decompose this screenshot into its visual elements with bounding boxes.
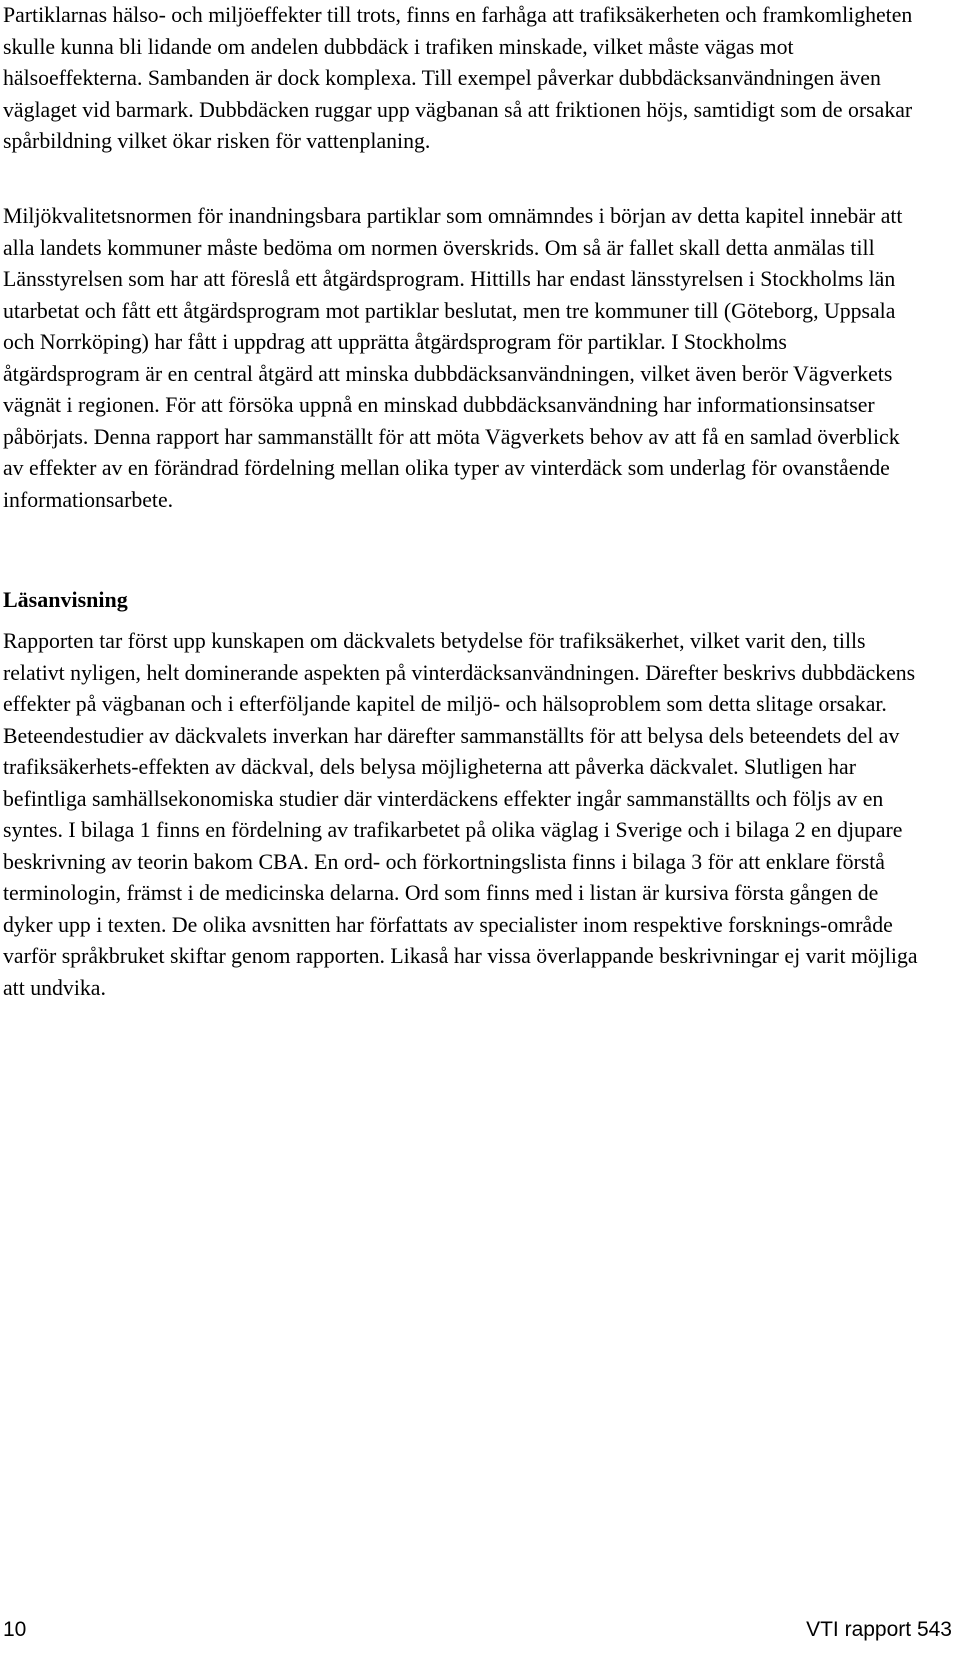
body-paragraph-health-effects: Partiklarnas hälso- och miljöeffekter till trots, finns en farhåga att trafiksäkerheten och framkomligheten skulle kunna bli lidande om andelen dubbdäck i trafiken minskade, vilket måste vägas mot hälsoeffekterna. Sambanden är dock komplexa. Till exempel påverkar dubbdäcksanvändningen även väglaget vid barmark. Dubbdäcken ruggar upp vägbanan så att friktionen höjs, samtidigt som de orsakar spårbildning vilket ökar risken för vattenplaning. (3, 3, 913, 153)
report-name: VTI rapport 543 (806, 1618, 952, 1641)
section-heading: Läsanvisning (3, 587, 128, 612)
body-paragraph-environmental-standard: Miljökvalitetsnormen för inandningsbara partiklar som omnämndes i början av detta kapitel innebär att alla landets kommuner måste bedöma om normen överskrids. Om så är fallet skall detta anmälas till Länsstyrelsen som har att föreslå ett åtgärdsprogram. Hittills har endast länsstyrelsen i Stockholms län utarbetat och fått ett åtgärdsprogram mot partiklar beslutat, men tre kommuner till (Göteborg, Uppsala och Norrköping) har fått i uppdrag att upprätta åtgärdsprogram för partiklar. I Stockholms åtgärdsprogram är en central åtgärd att minska dubbdäcksanvändningen, vilket även berör Vägverkets vägnät i regionen. För att försöka uppnå en minskad dubbdäcksanvändning har informationsinsatser påbörjats. Denna rapport har sammanställt för att möta Vägverkets behov av att få en samlad överblick av effekter av en förändrad fördelning mellan olika typer av vinterdäck som underlag för ovanstående informationsarbete. (3, 204, 903, 512)
section-paragraph: Rapporten tar först upp kunskapen om däckvalets betydelse för trafiksäkerhet, vilket varit den, tills relativt nyligen, helt dominerande aspekten på vinterdäcksanvändningen. Därefter beskrivs dubbdäckens effekter på vägbanan och i efterföljande kapitel de miljö- och hälsoproblem som detta slitage orsakar. Beteendestudier av däckvalets inverkan har därefter sammanställts för att belysa dels beteendets del av trafiksäkerhets-effekten av däckval, dels belysa möjligheterna att påverka däckvalet. Slutligen har befintliga samhällsekonomiska studier där vinterdäckens effekter ingår sammanställts och följs av en syntes. I bilaga 1 finns en fördelning av trafikarbetet på olika väglag i Sverige och i bilaga 2 en djupare beskrivning av teorin bakom CBA. En ord- och förkortningslista finns i bilaga 3 för att enklare förstå terminologin, främst i de medicinska delarna. Ord som finns med i listan är kursiva första gången de dyker upp i texten. De olika avsnitten har författats av specialister inom respektive forsknings-område varför språkbruket skiftar genom rapporten. Likaså har vissa överlappande beskrivningar ej varit möjliga att undvika. (3, 629, 918, 1000)
page-number: 10 (3, 1618, 27, 1641)
